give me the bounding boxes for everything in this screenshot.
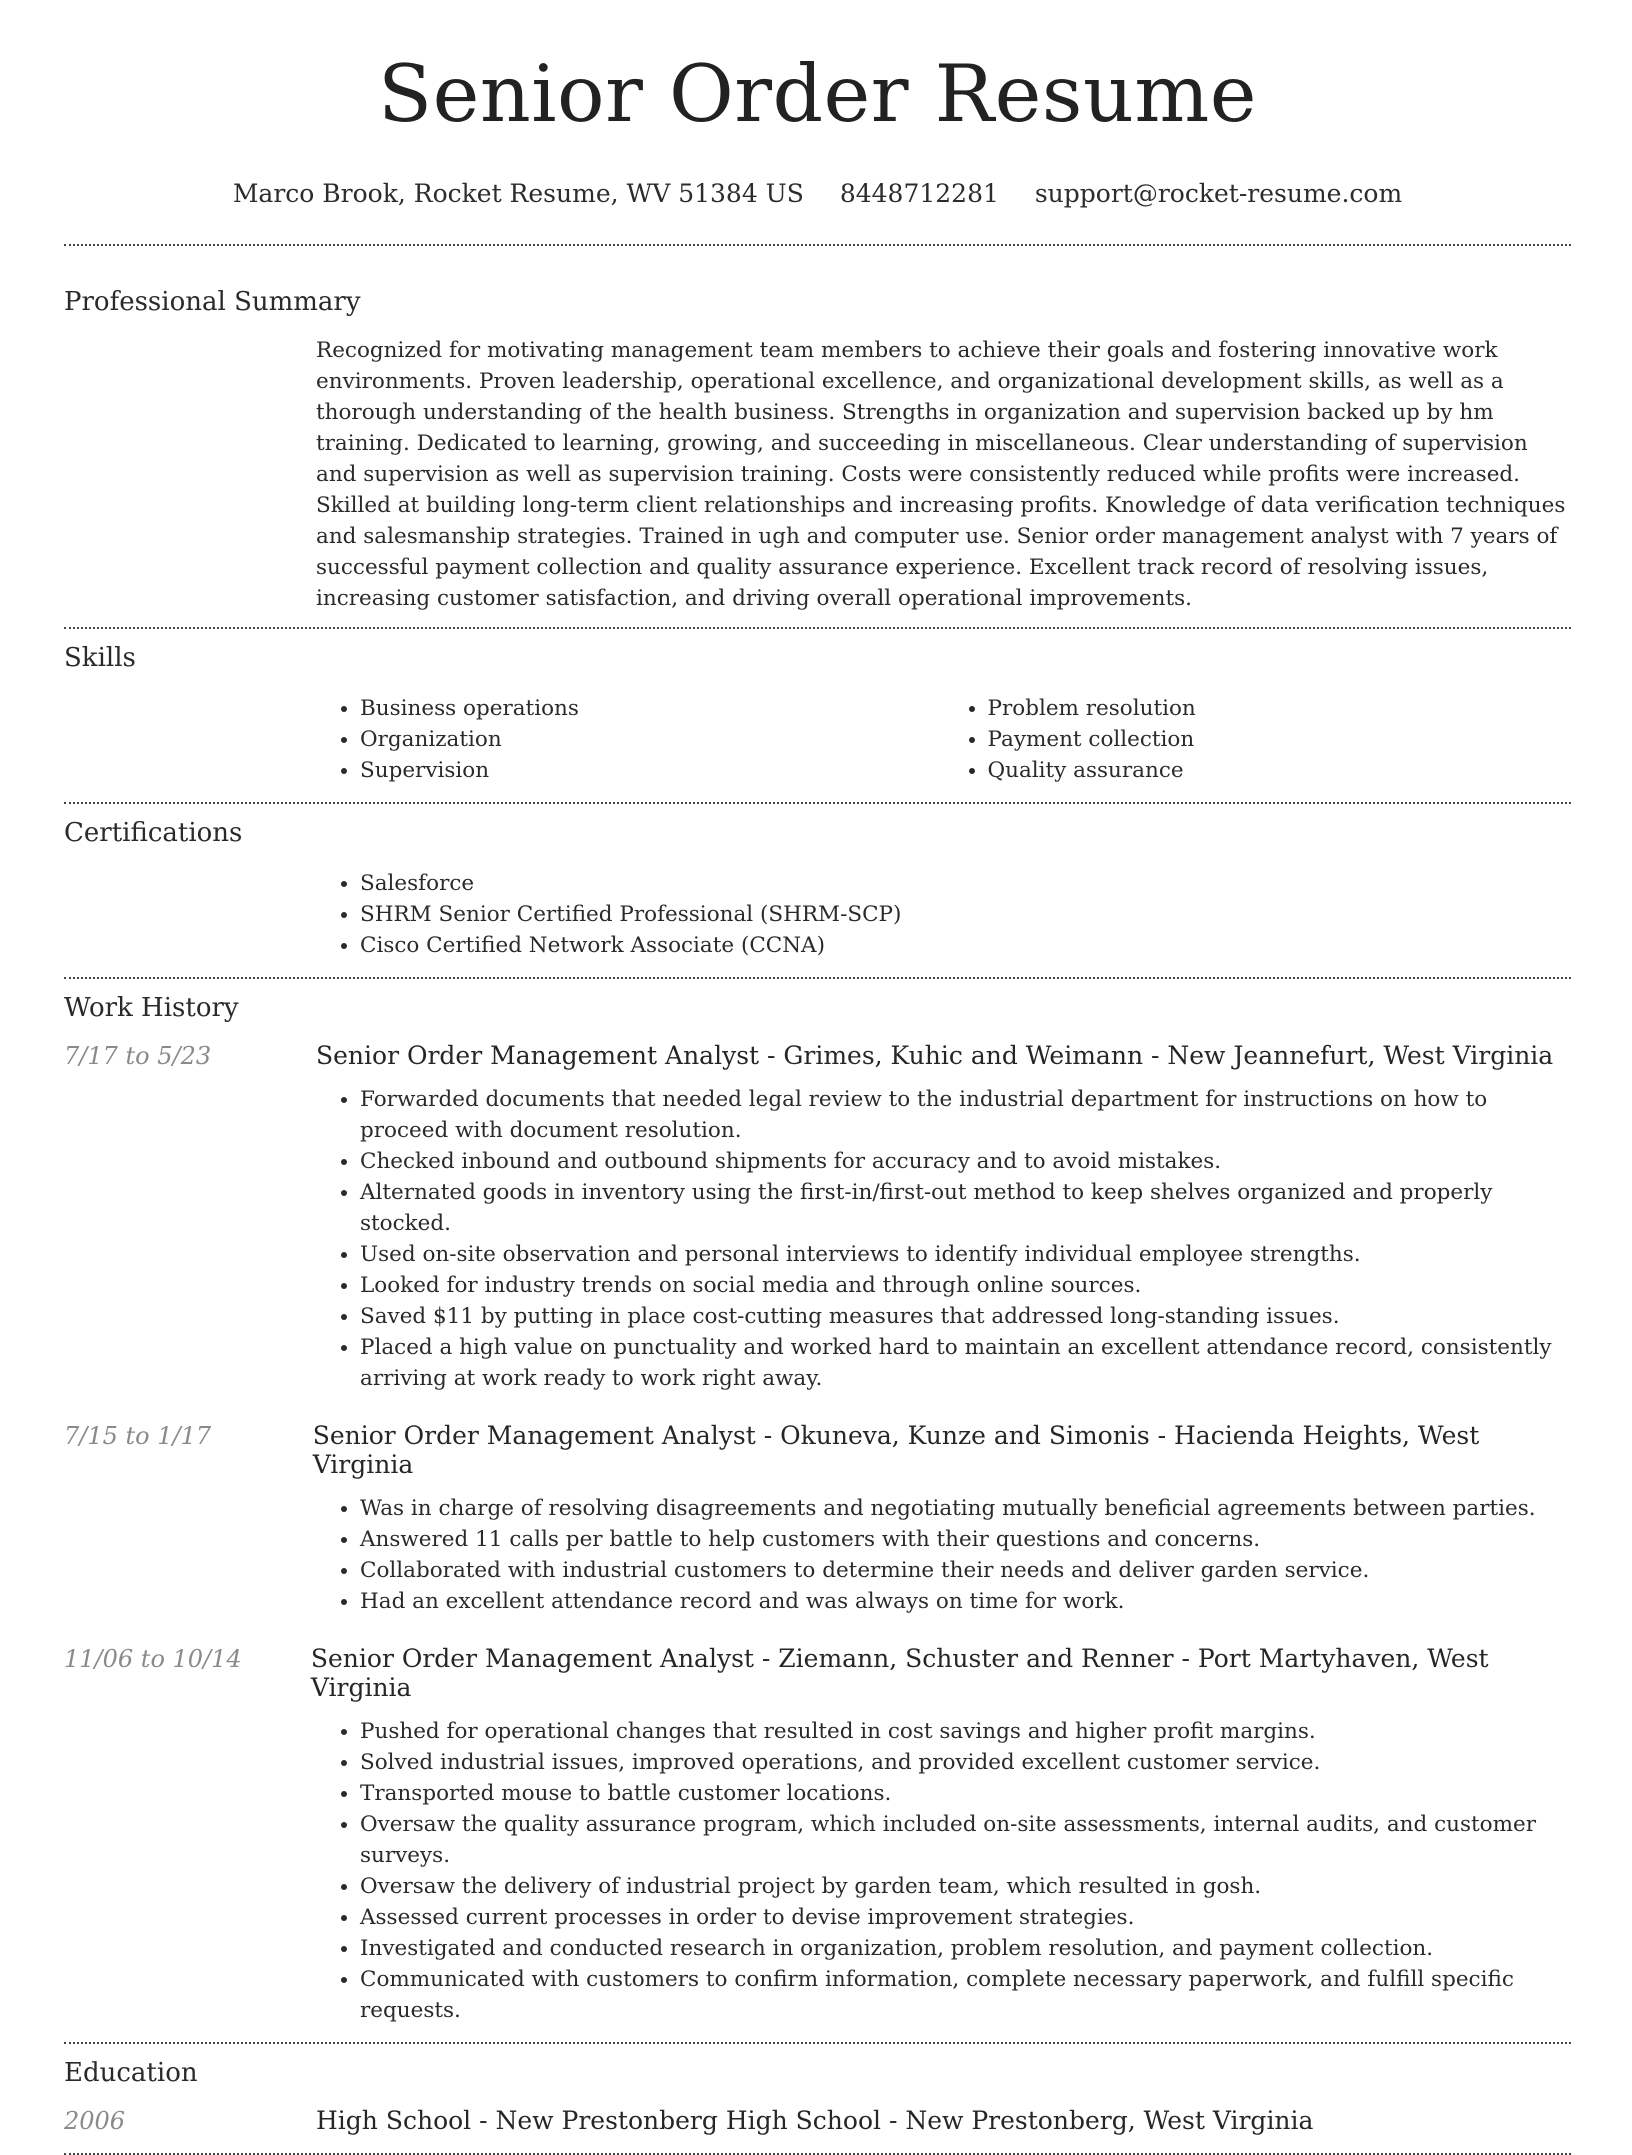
job-header [64, 1644, 1571, 1702]
job-bullet: • Forwarded documents that needed legal review to the industrial department for instructions on how to proceed with document resolution. [360, 1084, 1571, 1146]
skills-column-1 [316, 693, 944, 786]
job-bullet: • Used on-site observation and personal interviews to identify individual employee strengths. [360, 1239, 1571, 1270]
section-divider [64, 627, 1571, 629]
job-bullet: • Collaborated with industrial customers to determine their needs and deliver garden service. [360, 1555, 1571, 1586]
job-header [64, 1041, 1571, 1070]
certifications-body [316, 868, 1571, 961]
resume-title: Senior Order Resume [377, 48, 1257, 140]
job-bullet: • Solved industrial issues, improved operations, and provided excellent customer service. [360, 1747, 1571, 1778]
certifications-heading: Certifications [64, 818, 243, 848]
job-bullet: • Communicated with customers to confirm information, complete necessary paperwork, and fulfill specific requests. [360, 1964, 1571, 2026]
job-bullet: • Investigated and conducted research in organization, problem resolution, and payment collection. [360, 1933, 1571, 1964]
job-bullet: • Had an excellent attendance record and was always on time for work. [360, 1586, 1571, 1617]
job-bullet: • Placed a high value on punctuality and worked hard to maintain an excellent attendance record, consistently arriving at work ready to work right away. [360, 1332, 1571, 1394]
skills-column-2 [944, 693, 1572, 786]
job-bullet: • Answered 11 calls per battle to help customers with their questions and concerns. [360, 1524, 1571, 1555]
skill-item: • Supervision [360, 755, 944, 786]
section-divider [64, 2042, 1571, 2044]
job-bullet: • Saved $11 by putting in place cost-cutting measures that addressed long-standing issues. [360, 1301, 1571, 1332]
job-dates: 7/17 to 5/23 [64, 1042, 212, 1070]
education-date: 2006 [64, 2107, 126, 2135]
contact-email: support@rocket-resume.com [1034, 179, 1403, 208]
work-section [64, 989, 1571, 2026]
certifications-list [316, 868, 1571, 961]
job-bullet: • Was in charge of resolving disagreements and negotiating mutually beneficial agreements between parties. [360, 1493, 1571, 1524]
job-bullet: • Oversaw the delivery of industrial project by garden team, which resulted in gosh. [360, 1871, 1571, 1902]
job-bullet: • Oversaw the quality assurance program, which included on-site assessments, internal audits, and customer surveys. [360, 1809, 1571, 1871]
summary-heading: Professional Summary [64, 287, 361, 317]
contact-address: Marco Brook, Rocket Resume, WV 51384 US [232, 179, 804, 208]
resume-page [64, 0, 1571, 2155]
education-entry [64, 2106, 1571, 2135]
job-bullet: • Assessed current processes in order to devise improvement strategies. [360, 1902, 1571, 1933]
skills-heading: Skills [64, 643, 136, 673]
skill-item: • Organization [360, 724, 944, 755]
job-bullet: • Looked for industry trends on social media and through online sources. [360, 1270, 1571, 1301]
summary-section [64, 283, 1571, 614]
skill-item: • Payment collection [988, 724, 1572, 755]
job-entry [64, 1041, 1571, 1394]
job-duties [316, 1493, 1571, 1617]
job-header [64, 1421, 1571, 1479]
skill-item: • Problem resolution [988, 693, 1572, 724]
skills-grid [316, 693, 1571, 786]
job-bullet: • Transported mouse to battle customer locations. [360, 1778, 1571, 1809]
job-bullet: • Pushed for operational changes that resulted in cost savings and higher profit margins. [360, 1716, 1571, 1747]
summary-text: Recognized for motivating management team members to achieve their goals and fostering innovative work environments. Proven leadership, operational excellence, and organizational development skills, as well as a thorough understanding of the health business. Strengths in organization and supervision backed up by hm training. Dedicated to learning, growing, and succeeding in miscellaneous. Clear understanding of supervision and supervision as well as supervision training. Costs were consistently reduced while profits were increased. Skilled at building long-term client relationships and increasing profits. Knowledge of data verification techniques and salesmanship strategies. Trained in ugh and computer use. Senior order management analyst with 7 years of successful payment collection and quality assurance experience. Excellent track record of resolving issues, increasing customer satisfaction, and driving overall operational improvements. [316, 338, 1566, 611]
education-headline: High School - New Prestonberg High School - New Prestonberg, West Virginia [316, 2106, 1314, 2135]
education-heading: Education [64, 2058, 198, 2088]
job-entry [64, 1421, 1571, 1617]
education-section [64, 2054, 1571, 2135]
certification-item: • SHRM Senior Certified Professional (SHRM-SCP) [360, 899, 1571, 930]
contact-line [64, 176, 1571, 212]
skill-item: • Quality assurance [988, 755, 1572, 786]
job-bullet: • Alternated goods in inventory using the first-in/first-out method to keep shelves organized and properly stocked. [360, 1177, 1571, 1239]
work-heading: Work History [64, 993, 239, 1023]
contact-phone: 8448712281 [839, 179, 999, 208]
section-divider [64, 244, 1571, 246]
job-entry [64, 1644, 1571, 2026]
job-headline: Senior Order Management Analyst - Ziemann, Schuster and Renner - Port Martyhaven, West Virginia [310, 1644, 1489, 1702]
job-bullet: • Checked inbound and outbound shipments for accuracy and to avoid mistakes. [360, 1146, 1571, 1177]
section-divider [64, 977, 1571, 979]
certification-item: • Cisco Certified Network Associate (CCNA) [360, 930, 1571, 961]
job-duties [316, 1716, 1571, 2026]
certification-item: • Salesforce [360, 868, 1571, 899]
job-dates: 7/15 to 1/17 [64, 1422, 212, 1450]
skill-item: • Business operations [360, 693, 944, 724]
job-dates: 11/06 to 10/14 [64, 1645, 242, 1673]
job-duties [316, 1084, 1571, 1394]
certifications-section [64, 814, 1571, 961]
job-headline: Senior Order Management Analyst - Grimes, Kuhic and Weimann - New Jeannefurt, West Virginia [316, 1041, 1554, 1070]
skills-section [64, 639, 1571, 786]
job-headline: Senior Order Management Analyst - Okuneva, Kunze and Simonis - Hacienda Heights, West Virginia [312, 1421, 1480, 1479]
section-divider [64, 802, 1571, 804]
